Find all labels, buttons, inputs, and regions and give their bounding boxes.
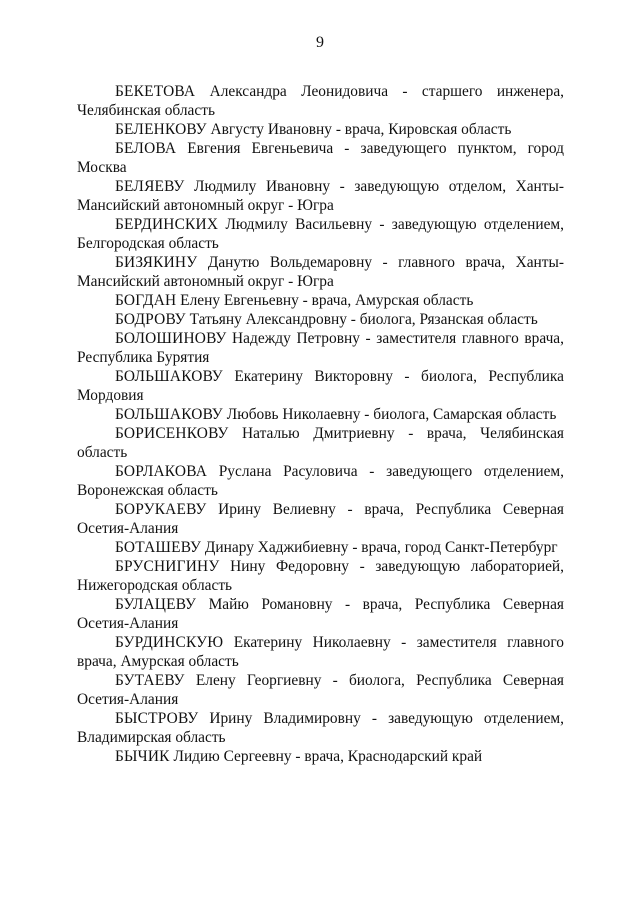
entry-details: Екатерину Николаевну - заместителя главного врача, Амурская область: [77, 634, 564, 670]
list-item: [77, 405, 564, 424]
entry-details: Динару Хаджибиевну - врача, город Санкт-Петербург: [201, 539, 558, 556]
entry-surname: БОГДАН: [115, 292, 177, 309]
entry-surname: БЫСТРОВУ: [115, 710, 199, 727]
entry-details: Елену Георгиевну - биолога, Республика Северная Осетия-Алания: [77, 672, 564, 708]
list-item: [77, 462, 564, 500]
entry-details: Людмилу Васильевну - заведующую отделением, Белгородская область: [77, 216, 564, 252]
entry-details: Надежду Петровну - заместителя главного врача, Республика Бурятия: [77, 330, 564, 366]
entry-details: Елену Евгеньевну - врача, Амурская область: [176, 292, 474, 309]
entry-details: Людмилу Ивановну - заведующую отделом, Ханты-Мансийский автономный округ - Югра: [77, 178, 564, 214]
entry-surname: БУРДИНСКУЮ: [115, 634, 224, 651]
entry-surname: БЕЛЯЕВУ: [115, 178, 185, 195]
list-item: [77, 538, 564, 557]
entry-surname: БОРИСЕНКОВУ: [115, 425, 229, 442]
entry-surname: БЫЧИК: [115, 748, 170, 765]
entry-surname: БОЛЬШАКОВУ: [115, 406, 223, 423]
entry-surname: БОЛЬШАКОВУ: [115, 368, 223, 385]
entry-surname: БОДРОВУ: [115, 311, 186, 328]
list-item: [77, 500, 564, 538]
entry-details: Данутю Вольдемаровну - главного врача, Ханты-Мансийский автономный округ - Югра: [77, 254, 564, 290]
entry-surname: БЕЛЕНКОВУ: [115, 121, 207, 138]
entry-surname: БРУСНИГИНУ: [115, 558, 220, 575]
entry-surname: БЕРДИНСКИХ: [115, 216, 219, 233]
list-item: [77, 709, 564, 747]
entry-details: Любовь Николаевну - биолога, Самарская область: [222, 406, 557, 423]
list-item: [77, 595, 564, 633]
list-item: [77, 291, 564, 310]
entry-details: Лидию Сергеевну - врача, Краснодарский край: [169, 748, 483, 765]
list-item: [77, 177, 564, 215]
list-item: [77, 367, 564, 405]
entry-surname: БОРУКАЕВУ: [115, 501, 207, 518]
entry-details: Ирину Велиевну - врача, Республика Северная Осетия-Алания: [77, 501, 564, 537]
entry-details: Евгения Евгеньевича - заведующего пунктом, город Москва: [77, 140, 564, 176]
entry-surname: БОЛОШИНОВУ: [115, 330, 227, 347]
entry-details: Нину Федоровну - заведующую лабораторией, Нижегородская область: [77, 558, 564, 594]
entry-surname: БИЗЯКИНУ: [115, 254, 198, 271]
list-item: [77, 310, 564, 329]
entry-details: Майю Романовну - врача, Республика Северная Осетия-Алания: [77, 596, 564, 632]
list-item: [77, 120, 564, 139]
list-item: [77, 253, 564, 291]
list-item: [77, 424, 564, 462]
page-number: 9: [316, 34, 324, 51]
entry-details: Екатерину Викторовну - биолога, Республика Мордовия: [77, 368, 564, 404]
entry-details: Руслана Расуловича - заведующего отделением, Воронежская область: [77, 463, 564, 499]
entry-details: Августу Ивановну - врача, Кировская область: [206, 121, 512, 138]
entry-details: Татьяну Александровну - биолога, Рязанская область: [185, 311, 538, 328]
entry-surname: БЕКЕТОВА: [115, 83, 196, 100]
entry-surname: БЕЛОВА: [115, 140, 177, 157]
entry-surname: БОТАШЕВУ: [115, 539, 202, 556]
list-item: [77, 557, 564, 595]
list-item: [77, 329, 564, 367]
list-item: [77, 82, 564, 120]
list-item: [77, 747, 564, 766]
entry-details: Ирину Владимировну - заведующую отделением, Владимирская область: [77, 710, 564, 746]
list-item: [77, 633, 564, 671]
entry-details: Наталью Дмитриевну - врача, Челябинская область: [77, 425, 564, 461]
list-item: [77, 671, 564, 709]
entry-surname: БУТАЕВУ: [115, 672, 185, 689]
entry-surname: БОРЛАКОВА: [115, 463, 208, 480]
entry-surname: БУЛАЦЕВУ: [115, 596, 197, 613]
list-item: [77, 139, 564, 177]
award-list: [77, 82, 564, 766]
list-item: [77, 215, 564, 253]
entry-details: Александра Леонидовича - старшего инженера, Челябинская область: [77, 83, 564, 119]
